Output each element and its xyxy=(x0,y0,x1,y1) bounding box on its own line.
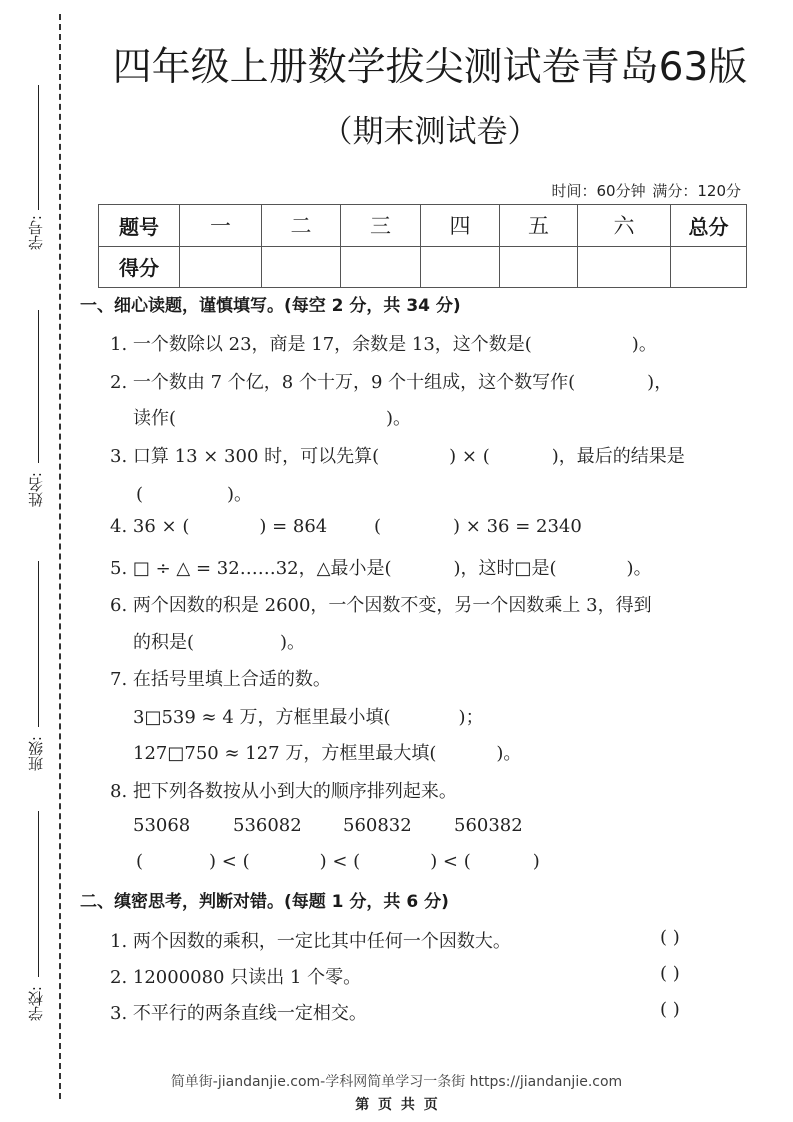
judge-answer-1[interactable]: ( ) xyxy=(660,927,680,948)
q1-text-end: )。 xyxy=(631,334,657,355)
judge-question-1: 1. 两个因数的乘积，一定比其中任何一个因数大。 xyxy=(110,931,511,952)
header-cell-2: 二 xyxy=(262,205,341,247)
page-number: 第 页 共 页 xyxy=(355,1097,438,1113)
q5-text-mid: )，这时□是( xyxy=(453,558,557,579)
q2-text-mid: )， xyxy=(647,372,673,393)
school-underline xyxy=(38,811,39,977)
score-cell-6[interactable] xyxy=(578,246,671,288)
q8-lt-1: ) < ( xyxy=(209,851,250,872)
q8-lt-3: ) < ( xyxy=(430,851,471,872)
q6-text-end: )。 xyxy=(280,632,306,653)
q2-text-end: )。 xyxy=(386,408,412,429)
class-underline xyxy=(38,561,39,727)
question-1-7-a xyxy=(133,703,484,729)
question-1-7-b xyxy=(133,739,521,765)
q8-order-row xyxy=(136,851,540,872)
q8-number-2: 536082 xyxy=(233,815,302,836)
section-1-heading: 一、细心读题，谨慎填写。(每空 2 分，共 34 分) xyxy=(80,296,461,316)
q3-text: 3. 口算 13 × 300 时，可以先算( xyxy=(110,446,380,467)
q4-text-b-end: ) × 36 = 2340 xyxy=(453,516,582,537)
question-1-6-line2 xyxy=(133,628,305,654)
q1-text: 1. 一个数除以 23，商是 17，余数是 13，这个数是( xyxy=(110,334,532,355)
q6-text-2: 的积是( xyxy=(133,632,195,653)
q4-open-paren: ( xyxy=(374,516,382,537)
q3-text-end: )，最后的结果是 xyxy=(551,446,685,467)
question-1-5 xyxy=(110,554,652,580)
question-1-7 xyxy=(110,665,331,691)
binding-dashed-line xyxy=(59,14,61,1099)
header-cell-6: 六 xyxy=(578,205,671,247)
q8-paren-close: ) xyxy=(532,851,540,872)
score-cell-2[interactable] xyxy=(262,246,341,288)
q8-number-4: 560382 xyxy=(454,815,523,836)
student-id-underline xyxy=(38,85,39,210)
judge-question-2: 2. 12000080 只读出 1 个零。 xyxy=(110,967,362,988)
q8-paren-open: ( xyxy=(136,851,144,872)
name-label: 姓名: xyxy=(27,472,45,508)
question-1-8 xyxy=(110,777,457,803)
q3-text-mid: ) × ( xyxy=(449,446,490,467)
time-score-info: 时间：60分钟 满分：120分 xyxy=(551,182,741,200)
q3-close: )。 xyxy=(227,484,253,505)
q4-text-a-end: ) = 864 xyxy=(259,516,328,537)
question-1-3-line2 xyxy=(136,480,252,506)
score-cell-5[interactable] xyxy=(500,246,578,288)
score-row-label: 得分 xyxy=(99,246,180,288)
student-id-label: 学号: xyxy=(27,215,45,251)
q7-a-end: )； xyxy=(458,707,484,728)
question-1-2 xyxy=(110,368,672,394)
q5-text-end: )。 xyxy=(626,558,652,579)
q4-text-a: 4. 36 × ( xyxy=(110,516,190,537)
name-underline xyxy=(38,310,39,463)
judge-question-3: 3. 不平行的两条直线一定相交。 xyxy=(110,1003,367,1024)
score-table-score-row xyxy=(99,246,747,288)
watermark-footer: 简单街-jiandanjie.com-学科网简单学习一条街 https://jiandanjie.com xyxy=(170,1074,623,1090)
section-2-heading: 二、缜密思考，判断对错。(每题 1 分，共 6 分) xyxy=(80,892,449,912)
header-cell-4: 四 xyxy=(421,205,500,247)
q5-text: 5. □ ÷ △ = 32……32，△最小是( xyxy=(110,558,392,579)
question-1-2-line2 xyxy=(133,404,411,430)
score-table xyxy=(98,204,747,288)
q2-text: 2. 一个数由 7 个亿，8 个十万，9 个十组成，这个数写作( xyxy=(110,372,576,393)
q7-text: 7. 在括号里填上合适的数。 xyxy=(110,669,331,690)
header-cell-3: 三 xyxy=(341,205,421,247)
school-field[interactable] xyxy=(14,811,54,1031)
question-1-3 xyxy=(110,442,685,468)
q3-open-paren: ( xyxy=(136,484,144,505)
question-1-4-part2 xyxy=(374,516,582,537)
name-field[interactable] xyxy=(14,310,54,520)
page-subtitle: （期末测试卷） xyxy=(321,114,539,150)
score-cell-3[interactable] xyxy=(341,246,421,288)
score-cell-total[interactable] xyxy=(671,246,747,288)
header-cell-1: 一 xyxy=(180,205,262,247)
question-1-1 xyxy=(110,330,657,356)
header-cell-question-no: 题号 xyxy=(99,205,180,247)
q7-b-text: 127□750 ≈ 127 万，方框里最大填( xyxy=(133,743,437,764)
school-label: 学校: xyxy=(27,986,45,1022)
judge-answer-3[interactable]: ( ) xyxy=(660,999,680,1020)
judge-answer-2[interactable]: ( ) xyxy=(660,963,680,984)
q8-lt-2: ) < ( xyxy=(319,851,361,872)
q8-text: 8. 把下列各数按从小到大的顺序排列起来。 xyxy=(110,781,457,802)
header-cell-5: 五 xyxy=(500,205,578,247)
score-table-header-row xyxy=(99,205,747,247)
q8-number-3: 560832 xyxy=(343,815,412,836)
score-cell-1[interactable] xyxy=(180,246,262,288)
q8-number-1: 53068 xyxy=(133,815,191,836)
page-title: 四年级上册数学拔尖测试卷青岛63版 xyxy=(112,45,748,90)
question-1-4 xyxy=(110,516,327,537)
class-label: 班级: xyxy=(27,736,45,772)
q7-a-text: 3□539 ≈ 4 万，方框里最小填( xyxy=(133,707,391,728)
class-field[interactable] xyxy=(14,561,54,781)
student-id-field[interactable] xyxy=(14,85,54,265)
q2-read-label: 读作( xyxy=(133,408,177,429)
header-cell-total: 总分 xyxy=(671,205,747,247)
question-1-6 xyxy=(110,591,652,617)
q6-text: 6. 两个因数的积是 2600，一个因数不变，另一个因数乘上 3，得到 xyxy=(110,595,652,616)
score-cell-4[interactable] xyxy=(421,246,500,288)
q7-b-end: )。 xyxy=(496,743,522,764)
